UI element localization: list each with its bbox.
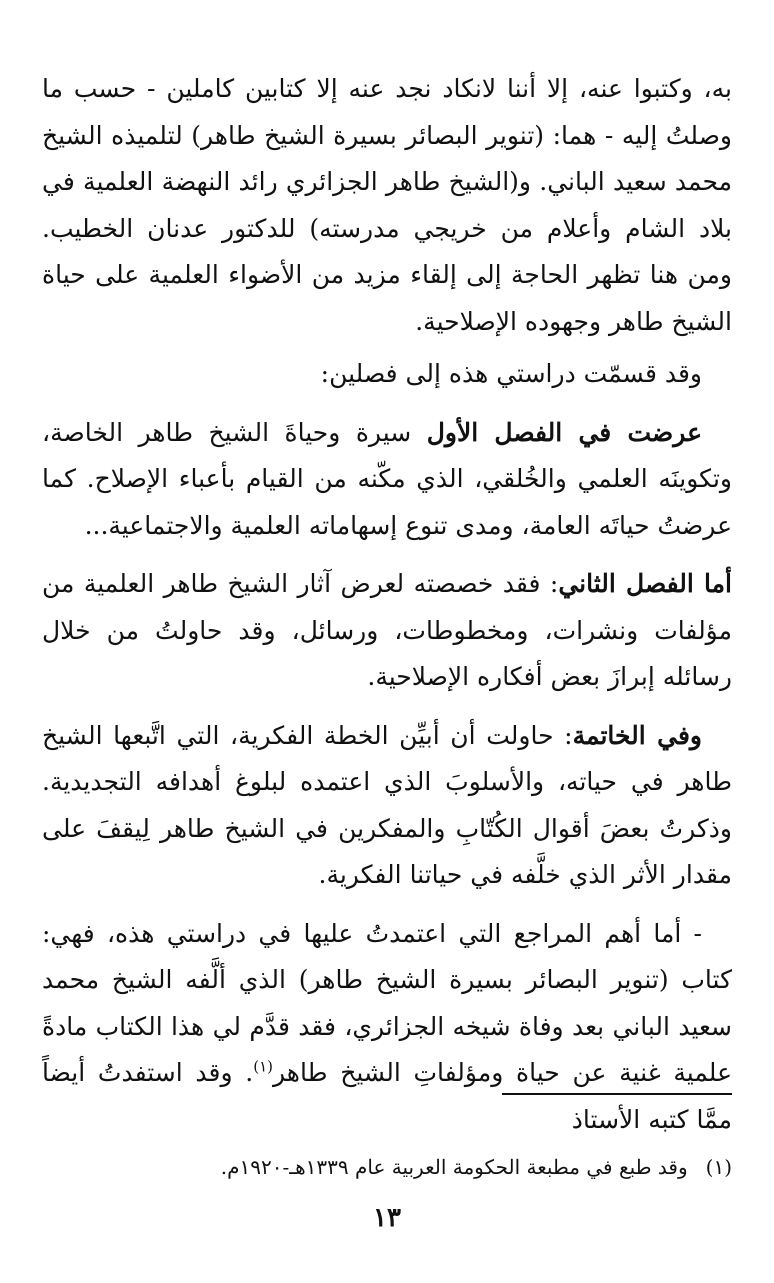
- footnote: [42, 1152, 732, 1182]
- page-number: ١٣: [373, 1203, 401, 1233]
- paragraph-conclusion: [42, 713, 732, 899]
- footnote-number: (١): [705, 1155, 732, 1179]
- footnote-separator: [502, 1093, 732, 1095]
- paragraph-chapter-two: [42, 561, 732, 701]
- paragraph-intro: به، وكتبوا عنه، إلا أننا لانكاد نجد عنه إلا كتابين كاملين - حسب ما وصلتُ إليه - هما: (تنوير البصائر بسيرة الشيخ طاهر) لتلميذه الشيخ محمد سعيد الباني. و(الشيخ طاهر الجزائري رائد النهضة العلمية في بلاد الشام وأعلام من خريجي مدرسته) للدكتور عدنان الخطيب. ومن هنا تظهر الحاجة إلى إلقاء مزيد من الأضواء العلمية على حياة الشيخ طاهر وجهوده الإصلاحية.: [42, 74, 732, 336]
- footnote-reference[interactable]: (١): [253, 1057, 273, 1076]
- page-body: [42, 66, 732, 1143]
- chapter-one-heading: عرضت في الفصل الأول: [426, 417, 702, 447]
- paragraph-division: وقد قسمّت دراستي هذه إلى فصلين:: [320, 359, 702, 388]
- references-text: - أما أهم المراجع التي اعتمدتُ عليها في دراستي هذه، فهي: كتاب (تنوير البصائر بسيرة الشيخ طاهر) الذي ألَّفه الشيخ محمد سعيد الباني بعد وفاة شيخه الجزائري، فقد قدَّم لي هذا الكتاب مادةً علمية غنية عن حياة ومؤلفاتِ الشيخ طاهر: [42, 918, 733, 1087]
- chapter-one-text: سيرة وحياةَ الشيخ طاهر الخاصة، وتكوينَه العلمي والخُلقي، الذي مكّنه من القيام بأعباء الإصلاح. كما عرضتُ حياتَه العامة، ومدى تنوع إسهاماته العلمية والاجتماعية...: [42, 417, 732, 540]
- paragraph-chapter-one: [42, 410, 732, 550]
- chapter-two-heading: أما الفصل الثاني: [558, 569, 732, 598]
- footnote-text: وقد طبع في مطبعة الحكومة العربية عام ١٣٣٩هـ-١٩٢٠م.: [220, 1155, 688, 1179]
- conclusion-text: : حاولت أن أبيِّن الخطة الفكرية، التي اتَّبعها الشيخ طاهر في حياته، والأسلوبَ الذي اعتمده لبلوغ أهدافه التجديدية. وذكرتُ بعضَ أقوال الكُتّابِ والمفكرين في الشيخ طاهر لِيقفَ على مقدار الأثر الذي خلَّفه في حياتنا الفكرية.: [42, 720, 732, 889]
- references-text-continued: . وقد استفدتُ أيضاً ممَّا كتبه الأستاذ: [42, 1058, 732, 1134]
- conclusion-heading: وفي الخاتمة: [572, 720, 702, 750]
- chapter-two-text: : فقد خصصته لعرض آثار الشيخ طاهر العلمية من مؤلفات ونشرات، ومخطوطات، ورسائل، وقد حاولتُ من خلال رسائله إبرازَ بعض أفكاره الإصلاحية.: [42, 569, 732, 691]
- paragraph-references: [42, 911, 732, 1144]
